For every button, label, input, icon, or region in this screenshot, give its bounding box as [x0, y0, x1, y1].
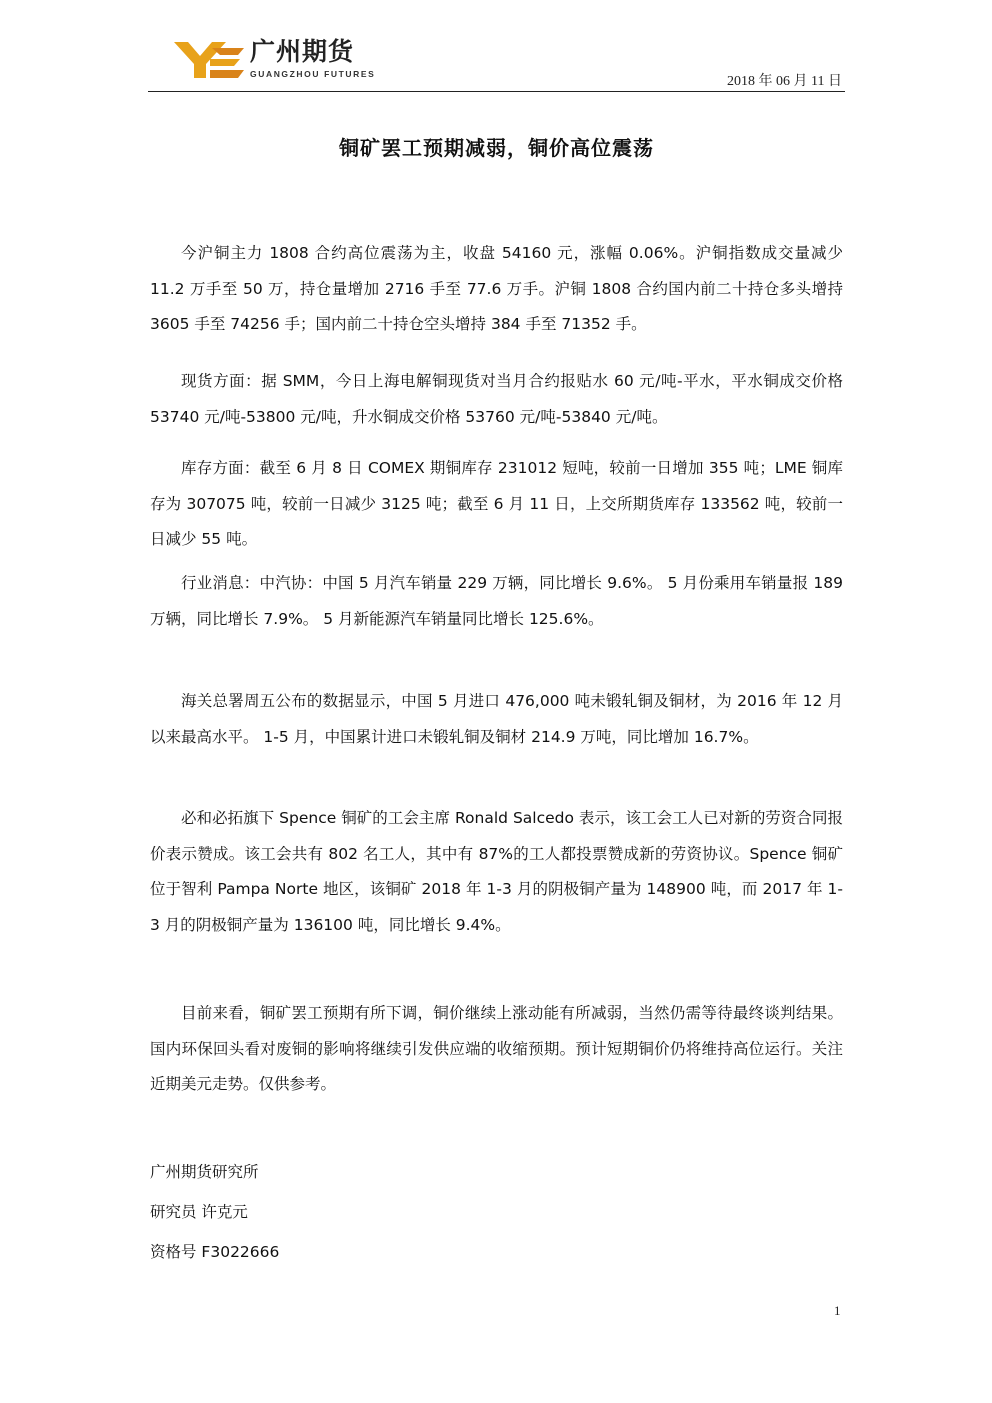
paragraph-spot: 现货方面：据 SMM，今日上海电解铜现货对当月合约报贴水 60 元/吨-平水，平水铜成交价格 53740 元/吨-53800 元/吨，升水铜成交价格 53760 元/吨-53840 元/吨。 [150, 372, 843, 426]
paragraph-customs: 海关总署周五公布的数据显示，中国 5 月进口 476,000 吨未锻轧铜及铜材，为 2016 年 12 月以来最高水平。 1-5 月，中国累计进口未锻轧铜及铜材 214.9 万吨，同比增加 16.7%。 [150, 692, 843, 746]
logo-text-cn: 广州期货 [250, 37, 355, 66]
paragraph-inventory: 库存方面：截至 6 月 8 日 COMEX 期铜库存 231012 短吨，较前一日增加 355 吨；LME 铜库存为 307075 吨，较前一日减少 3125 吨；截至 6 月 11 日，上交所期货库存 133562 吨，较前一日减少 55 吨。 [150, 459, 843, 548]
signature-org: 广州期货研究所 [150, 1163, 259, 1181]
signature-license: 资格号 F3022666 [150, 1243, 280, 1261]
header-divider [148, 91, 845, 92]
paragraph-outlook: 目前来看，铜矿罢工预期有所下调，铜价继续上涨动能有所减弱，当然仍需等待最终谈判结果。国内环保回头看对废铜的影响将继续引发供应端的收缩预期。预计短期铜价仍将维持高位运行。关注近期美元走势。仅供参考。 [150, 1004, 843, 1093]
paragraph-spence-mine: 必和必拓旗下 Spence 铜矿的工会主席 Ronald Salcedo 表示，该工会工人已对新的劳资合同报价表示赞成。该工会共有 802 名工人，其中有 87%的工人都投票赞成新的劳资协议。Spence 铜矿位于智利 Pampa Norte 地区，该铜矿 2018 年 1-3 月的阴极铜产量为 148900 吨，而 2017 年 1-3 月的阴极铜产量为 136100 吨，同比增长 9.4%。 [150, 809, 843, 934]
page-number: 1 [834, 1303, 841, 1318]
logo-text-en: GUANGZHOU FUTURES [250, 69, 376, 79]
paragraph-industry-news: 行业消息：中汽协：中国 5 月汽车销量 229 万辆，同比增长 9.6%。 5 月份乘用车销量报 189 万辆，同比增长 7.9%。 5 月新能源汽车销量同比增长 125.6%。 [150, 574, 843, 628]
logo-emblem-icon [172, 38, 246, 82]
signature-researcher: 研究员 许克元 [150, 1203, 248, 1221]
company-logo [172, 37, 376, 82]
report-date: 2018 年 06 月 11 日 [727, 74, 842, 89]
report-title: 铜矿罢工预期减弱，铜价高位震荡 [339, 136, 654, 160]
paragraph-market: 今沪铜主力 1808 合约高位震荡为主，收盘 54160 元，涨幅 0.06%。沪铜指数成交量减少 11.2 万手至 50 万，持仓量增加 2716 手至 77.6 万手。沪铜 1808 合约国内前二十持仓多头增持 3605 手至 74256 手；国内前二十持仓空头增持 384 手至 71352 手。 [150, 244, 843, 333]
page-header [0, 0, 992, 100]
